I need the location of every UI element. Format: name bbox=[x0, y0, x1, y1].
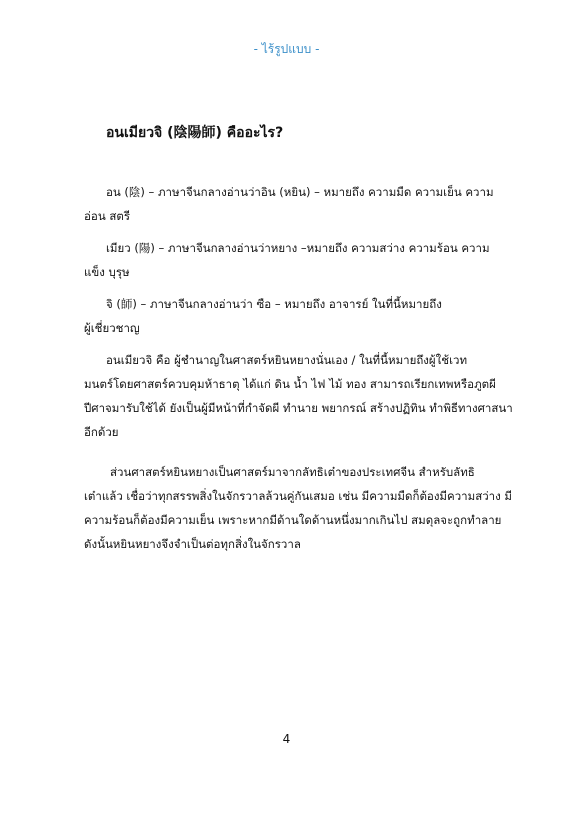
paragraph-line: ดังนั้นหยินหยางจึงจำเป็นต่อทุกสิ่งในจักรวาล bbox=[84, 537, 301, 551]
paragraph-line: เมียว (陽) – ภาษาจีนกลางอ่านว่าหยาง –หมายถึง ความสว่าง ความร้อน ความ bbox=[106, 241, 490, 255]
paragraph-on bbox=[84, 180, 524, 228]
paragraph-line: มนตร์โดยศาสตร์ควบคุมห้าธาตุ ได้แก่ ดิน น้ำ ไฟ ไม้ ทอง สามารถเรียกเทพหรือภูตผี bbox=[84, 377, 496, 391]
paragraph-line: ปีศาจมารับใช้ได้ ยังเป็นผู้มีหน้าที่กำจัดผี ทำนาย พยากรณ์ สร้างปฏิทิน ทำพิธีทางศาสนา bbox=[84, 401, 513, 415]
section-heading: อนเมียวจิ (陰陽師) คืออะไร? bbox=[106, 125, 284, 141]
paragraph-line: แข็ง บุรุษ bbox=[84, 265, 130, 279]
paragraph-line: ความร้อนก็ต้องมีความเย็น เพราะหากมีด้านใดด้านหนึ่งมากเกินไป สมดุลจะถูกทำลาย bbox=[84, 513, 502, 527]
paragraph-line: อ่อน สตรี bbox=[84, 209, 130, 223]
paragraph-onmyoji-definition bbox=[84, 348, 524, 444]
paragraph-line: ส่วนศาสตร์หยินหยางเป็นศาสตร์มาจากลัทธิเต๋าของประเทศจีน สำหรับลัทธิ bbox=[110, 465, 475, 479]
paragraph-ji bbox=[84, 292, 524, 340]
page-header-title: - ไร้รูปแบบ - bbox=[253, 42, 320, 56]
paragraph-line: อีกด้วย bbox=[84, 425, 119, 439]
paragraph-myo bbox=[84, 236, 524, 284]
page-number: 4 bbox=[282, 732, 291, 746]
paragraph-yinyang bbox=[84, 460, 524, 556]
paragraph-line: อน (陰) – ภาษาจีนกลางอ่านว่าอิน (หยิน) – หมายถึง ความมืด ความเย็น ความ bbox=[106, 185, 494, 199]
paragraph-line: จิ (師) – ภาษาจีนกลางอ่านว่า ซือ – หมายถึง อาจารย์ ในที่นี้หมายถึง bbox=[106, 297, 442, 311]
paragraph-line: เต๋าแล้ว เชื่อว่าทุกสรรพสิ่งในจักรวาลล้วนคู่กันเสมอ เช่น มีความมืดก็ต้องมีความสว่าง มี bbox=[84, 489, 512, 503]
paragraph-line: ผู้เชี่ยวชาญ bbox=[84, 321, 140, 335]
paragraph-line: อนเมียวจิ คือ ผู้ชำนาญในศาสตร์หยินหยางนั่นเอง / ในที่นี้หมายถึงผู้ใช้เวท bbox=[106, 353, 468, 367]
